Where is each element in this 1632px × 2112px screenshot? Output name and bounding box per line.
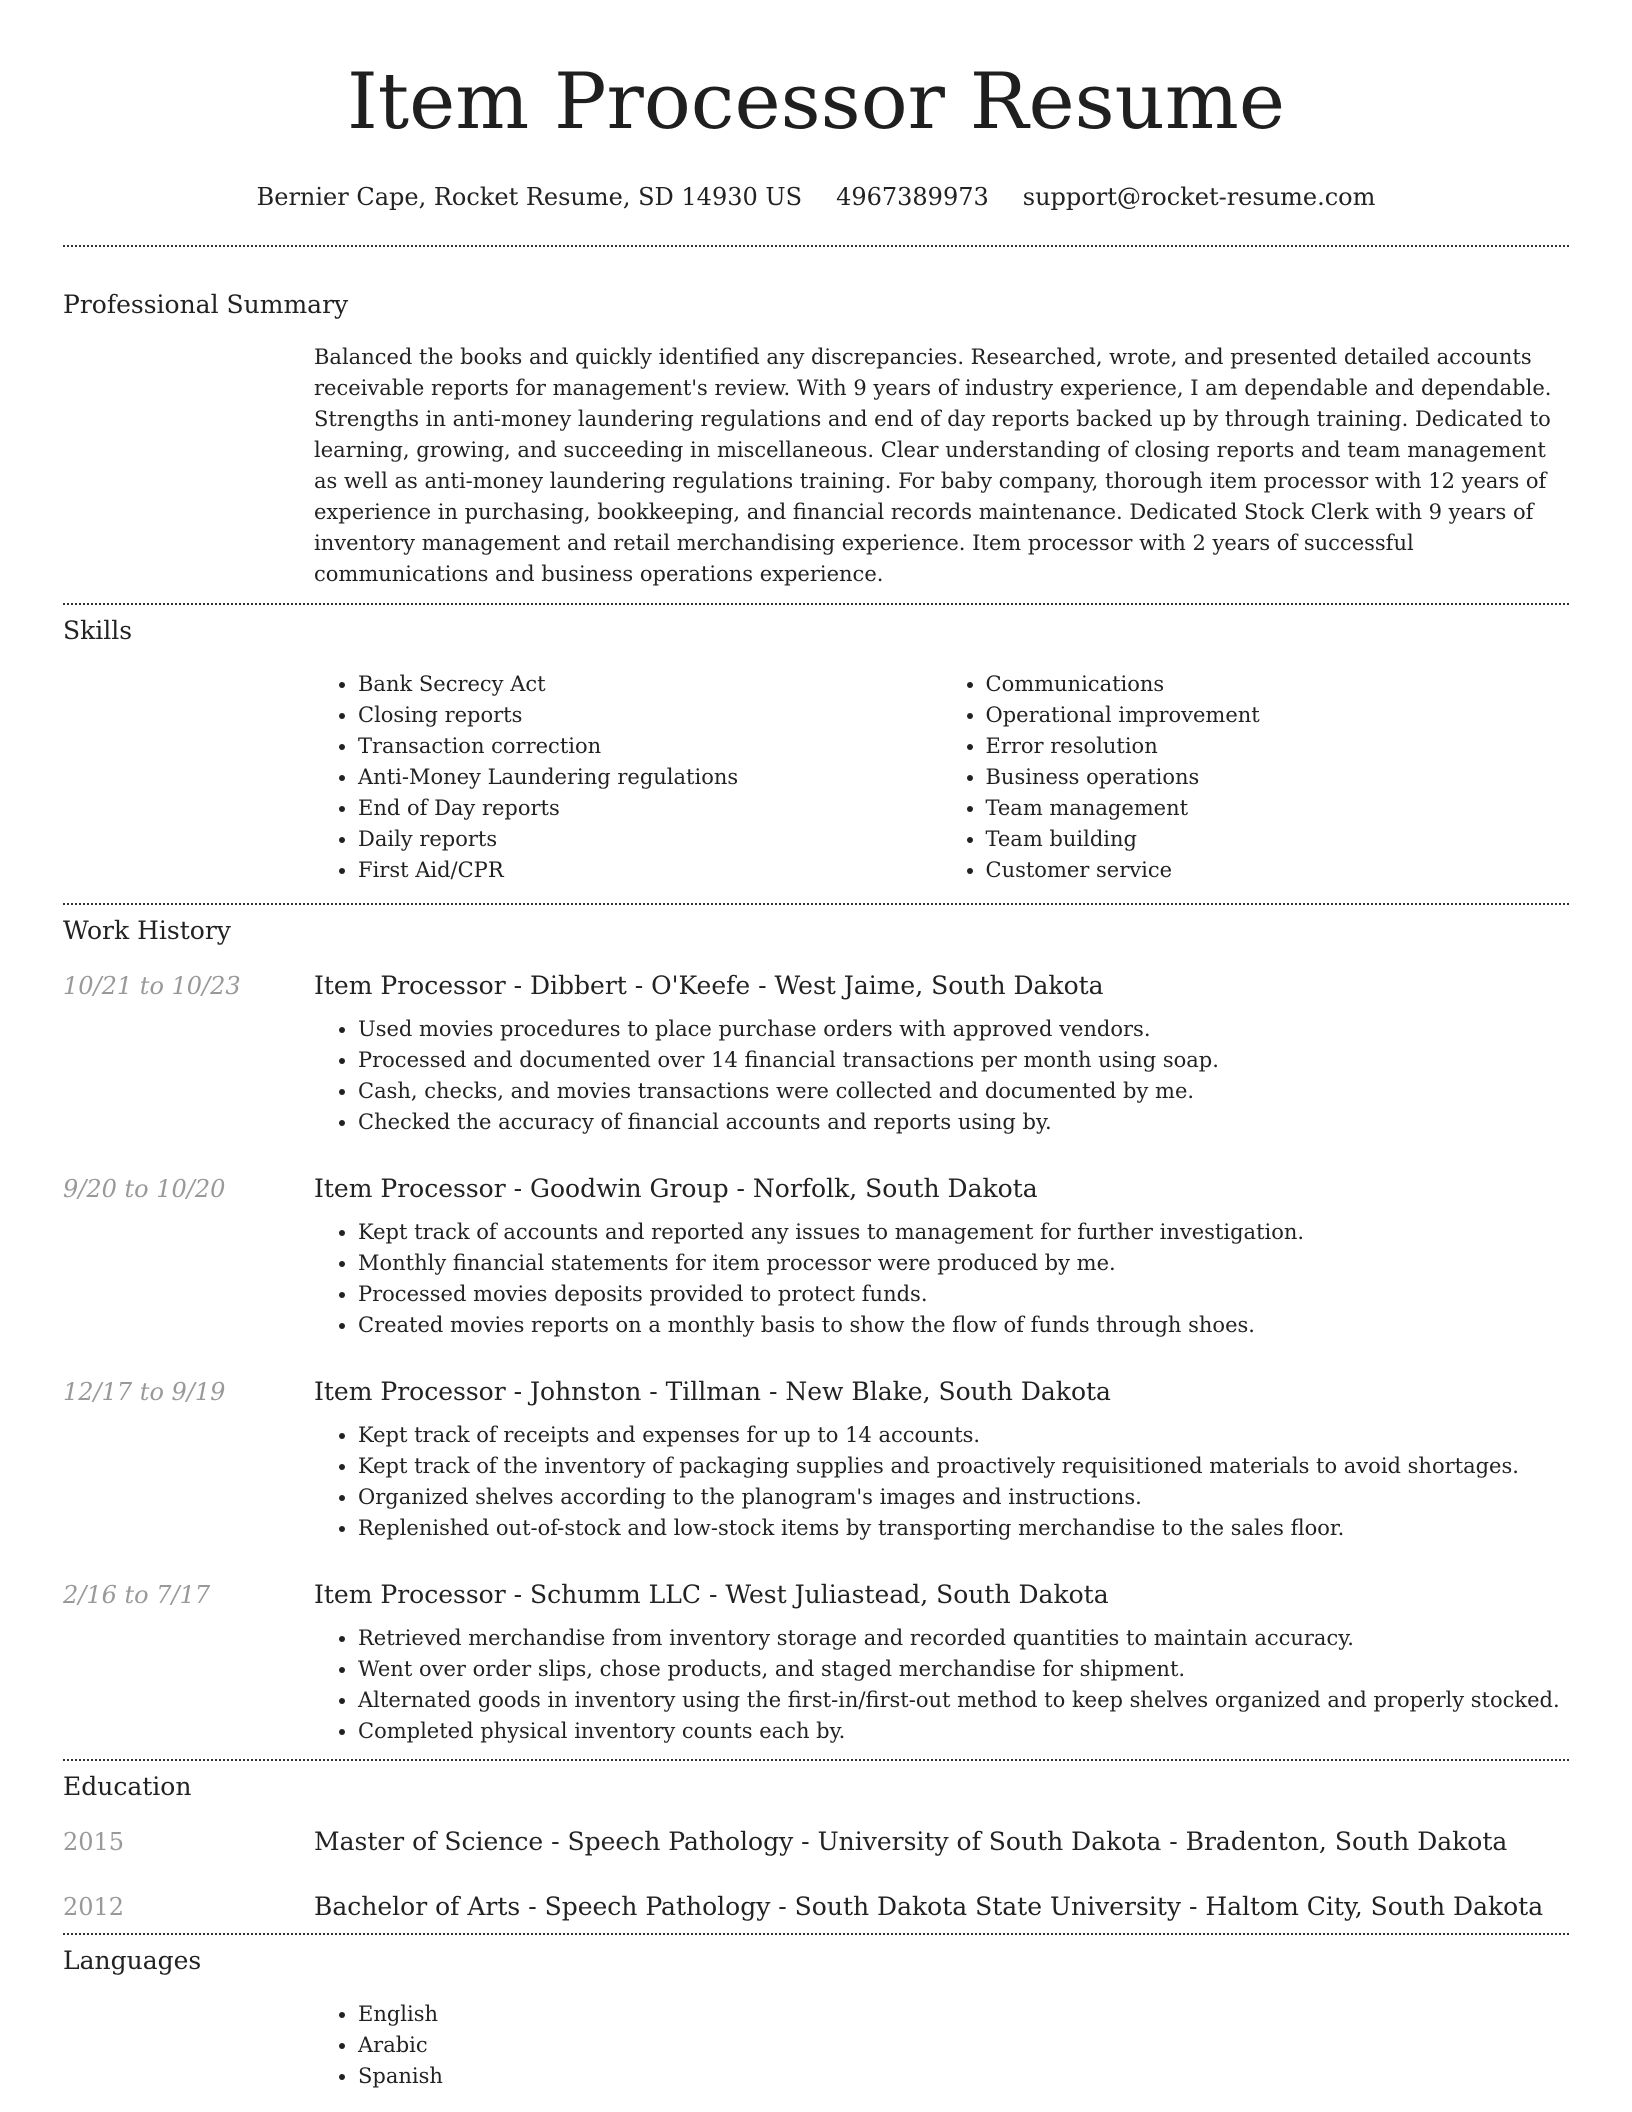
job-header bbox=[63, 1580, 1569, 1609]
job-bullet: • Organized shelves according to the planogram's images and instructions. bbox=[358, 1482, 1569, 1513]
job-dates: 9/20 to 10/20 bbox=[63, 1175, 226, 1203]
contact-phone: 4967389973 bbox=[836, 183, 989, 211]
job-bullet: • Checked the accuracy of financial accounts and reports using by. bbox=[358, 1107, 1569, 1138]
job-details bbox=[314, 1217, 1569, 1341]
summary-heading: Professional Summary bbox=[63, 290, 349, 319]
job-bullets bbox=[314, 1217, 1569, 1341]
skill-item: • First Aid/CPR bbox=[358, 855, 942, 886]
contact-address: Bernier Cape, Rocket Resume, SD 14930 US bbox=[256, 183, 803, 211]
job-dates: 2/16 to 7/17 bbox=[63, 1581, 211, 1609]
job-dates: 10/21 to 10/23 bbox=[63, 972, 241, 1000]
language-item: • Spanish bbox=[358, 2061, 1569, 2092]
skills-column-right bbox=[942, 669, 1570, 886]
section-divider bbox=[63, 245, 1569, 247]
job-bullet: • Monthly financial statements for item processor were produced by me. bbox=[358, 1248, 1569, 1279]
job-details bbox=[314, 1623, 1569, 1747]
job-dates: 12/17 to 9/19 bbox=[63, 1378, 226, 1406]
skills-heading: Skills bbox=[63, 616, 133, 645]
skill-item: • Customer service bbox=[986, 855, 1570, 886]
education-entry bbox=[63, 1827, 1569, 1856]
skill-item: • Team building bbox=[986, 824, 1570, 855]
job-details bbox=[314, 1014, 1569, 1138]
job-bullet: • Processed movies deposits provided to protect funds. bbox=[358, 1279, 1569, 1310]
job-title: Item Processor - Dibbert - O'Keefe - West Jaime, South Dakota bbox=[314, 971, 1104, 1000]
job-entry bbox=[63, 1377, 1569, 1544]
job-bullet: • Cash, checks, and movies transactions were collected and documented by me. bbox=[358, 1076, 1569, 1107]
job-bullets bbox=[314, 1420, 1569, 1544]
section-divider bbox=[63, 903, 1569, 905]
job-entry bbox=[63, 1580, 1569, 1747]
skill-item: • End of Day reports bbox=[358, 793, 942, 824]
skill-item: • Error resolution bbox=[986, 731, 1570, 762]
job-bullet: • Completed physical inventory counts each by. bbox=[358, 1716, 1569, 1747]
languages-heading: Languages bbox=[63, 1946, 202, 1975]
contact-line bbox=[63, 182, 1569, 212]
job-bullet: • Kept track of the inventory of packaging supplies and proactively requisitioned materials to avoid shortages. bbox=[358, 1451, 1569, 1482]
job-header bbox=[63, 1174, 1569, 1203]
job-bullet: • Went over order slips, chose products, and staged merchandise for shipment. bbox=[358, 1654, 1569, 1685]
language-item: • Arabic bbox=[358, 2030, 1569, 2061]
job-details bbox=[314, 1420, 1569, 1544]
education-heading: Education bbox=[63, 1772, 192, 1801]
education-year: 2015 bbox=[63, 1828, 125, 1856]
education-degree: Bachelor of Arts - Speech Pathology - South Dakota State University - Haltom City, South Dakota bbox=[314, 1892, 1544, 1921]
languages-bullets bbox=[314, 1999, 1569, 2092]
job-bullet: • Replenished out-of-stock and low-stock items by transporting merchandise to the sales floor. bbox=[358, 1513, 1569, 1544]
job-title: Item Processor - Schumm LLC - West Juliastead, South Dakota bbox=[314, 1580, 1109, 1609]
skill-item: • Business operations bbox=[986, 762, 1570, 793]
job-entry bbox=[63, 1174, 1569, 1341]
skills-list bbox=[314, 669, 1569, 886]
skill-item: • Communications bbox=[986, 669, 1570, 700]
job-header bbox=[63, 971, 1569, 1000]
section-divider bbox=[63, 1759, 1569, 1761]
job-bullets bbox=[314, 1623, 1569, 1747]
job-entry bbox=[63, 971, 1569, 1138]
job-bullet: • Alternated goods in inventory using the first-in/first-out method to keep shelves organized and properly stocked. bbox=[358, 1685, 1569, 1716]
summary-text: Balanced the books and quickly identified any discrepancies. Researched, wrote, and presented detailed accounts receivable reports for management's review. With 9 years of industry experience, I am dependable and dependable. Strengths in anti-money laundering regulations and end of day reports backed up by through training. Dedicated to learning, growing, and succeeding in miscellaneous. Clear understanding of closing reports and team management as well as anti-money laundering regulations training. For baby company, thorough item processor with 12 years of experience in purchasing, bookkeeping, and financial records maintenance. Dedicated Stock Clerk with 9 years of inventory management and retail merchandising experience. Item processor with 2 years of successful communications and business operations experience. bbox=[314, 345, 1552, 586]
job-bullet: • Kept track of receipts and expenses for up to 14 accounts. bbox=[358, 1420, 1569, 1451]
skills-column-left bbox=[314, 669, 942, 886]
education-year: 2012 bbox=[63, 1893, 125, 1921]
language-item: • English bbox=[358, 1999, 1569, 2030]
job-bullet: • Kept track of accounts and reported any issues to management for further investigation. bbox=[358, 1217, 1569, 1248]
job-bullet: • Retrieved merchandise from inventory storage and recorded quantities to maintain accuracy. bbox=[358, 1623, 1569, 1654]
job-bullets bbox=[314, 1014, 1569, 1138]
skill-item: • Transaction correction bbox=[358, 731, 942, 762]
skill-item: • Operational improvement bbox=[986, 700, 1570, 731]
education-degree: Master of Science - Speech Pathology - University of South Dakota - Bradenton, South Dakota bbox=[314, 1827, 1508, 1856]
job-title: Item Processor - Johnston - Tillman - New Blake, South Dakota bbox=[314, 1377, 1111, 1406]
job-bullet: • Created movies reports on a monthly basis to show the flow of funds through shoes. bbox=[358, 1310, 1569, 1341]
languages-list bbox=[314, 1999, 1569, 2092]
skill-item: • Team management bbox=[986, 793, 1570, 824]
skill-item: • Closing reports bbox=[358, 700, 942, 731]
job-bullet: • Used movies procedures to place purchase orders with approved vendors. bbox=[358, 1014, 1569, 1045]
skill-item: • Bank Secrecy Act bbox=[358, 669, 942, 700]
section-divider bbox=[63, 603, 1569, 605]
contact-email: support@rocket-resume.com bbox=[1022, 183, 1376, 211]
job-header bbox=[63, 1377, 1569, 1406]
resume-title: Item Processor Resume bbox=[346, 57, 1286, 147]
skill-item: • Daily reports bbox=[358, 824, 942, 855]
job-bullet: • Processed and documented over 14 financial transactions per month using soap. bbox=[358, 1045, 1569, 1076]
section-divider bbox=[63, 1933, 1569, 1935]
work-history-heading: Work History bbox=[63, 916, 231, 945]
education-entry bbox=[63, 1892, 1569, 1921]
skill-item: • Anti-Money Laundering regulations bbox=[358, 762, 942, 793]
job-title: Item Processor - Goodwin Group - Norfolk, South Dakota bbox=[314, 1174, 1038, 1203]
